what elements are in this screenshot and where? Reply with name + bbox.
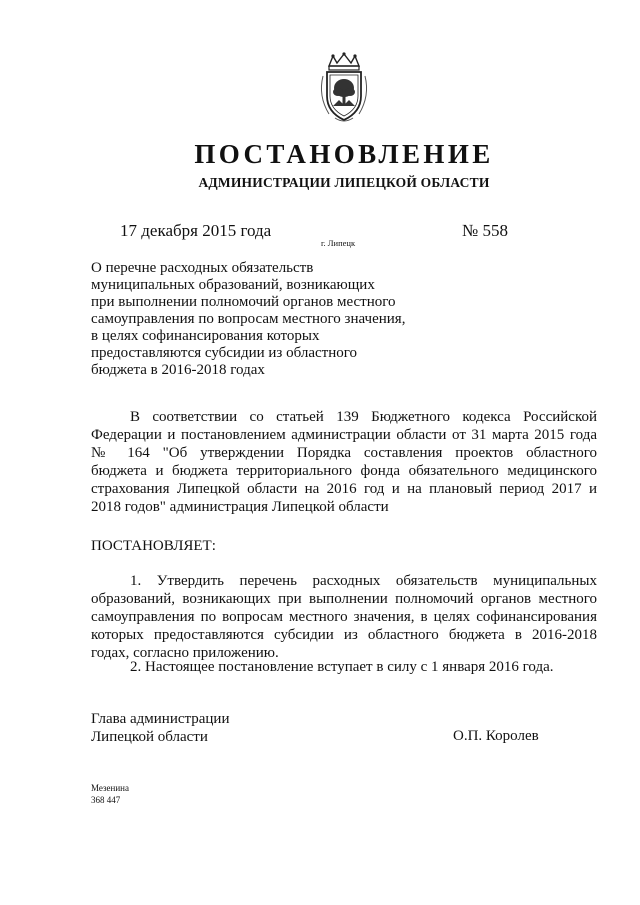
signatory-position-line: Липецкой области [91,729,208,745]
subject-line: бюджета в 2016-2018 годах [91,362,265,378]
preamble-line: 2018 годов" администрация Липецкой области [91,499,389,515]
subject-line: в целях софинансирования которых [91,328,320,344]
item-2-line: 2. Настоящее постановление вступает в силу с 1 января 2016 года. [130,659,554,675]
signatory-position [91,710,229,746]
document-title: ПОСТАНОВЛЕНИЕ [194,139,494,169]
subject-line: при выполнении полномочий органов местного [91,294,396,310]
executor-name: Мезенина [91,783,129,793]
decree-word: ПОСТАНОВЛЯЕТ: [91,538,216,554]
subject-line: предоставляются субсидии из областного [91,345,358,361]
coat-of-arms-icon [315,52,373,124]
item-1-line: годах, согласно приложению. [91,645,279,661]
subject-line: О перечне расходных обязательств [91,260,314,276]
preamble-line: В соответствии со статьей 139 Бюджетного кодекса Российской [130,409,597,425]
item-1-line: образований, возникающих при выполнении полномочий органов местного [91,591,597,607]
executor-phone: 368 447 [91,795,121,805]
item-1-line: самоуправления по вопросам местного значения, в целях софинансирования [91,609,597,625]
subject-line: самоуправления по вопросам местного значения, [91,311,406,327]
preamble-line: страхования Липецкой области на 2016 год и на плановый период 2017 и [91,481,597,497]
document-number: № 558 [462,221,508,240]
item-1-paragraph [91,572,597,662]
executor-info [91,782,129,806]
item-1-line: 1. Утвердить перечень расходных обязательств муниципальных [130,573,597,589]
preamble-line: № 164 "Об утверждении Порядка составления проектов областного [91,445,597,461]
preamble-line: бюджета и бюджета территориального фонда обязательного медицинского [91,463,597,479]
document-city: г. Липецк [321,238,356,248]
preamble-paragraph [91,408,597,516]
document-subject [91,260,451,379]
signatory-name: О.П. Королев [453,728,539,744]
item-1-line: которых предоставляются субсидии из областного бюджета в 2016-2018 [91,627,597,643]
subject-line: муниципальных образований, возникающих [91,277,375,293]
document-date: 17 декабря 2015 года [120,221,272,240]
item-2-paragraph [91,658,597,676]
issuing-authority: АДМИНИСТРАЦИИ ЛИПЕЦКОЙ ОБЛАСТИ [198,175,490,190]
preamble-line: Федерации и постановлением администрации области от 31 марта 2015 года [91,427,597,443]
signatory-position-line: Глава администрации [91,711,230,727]
